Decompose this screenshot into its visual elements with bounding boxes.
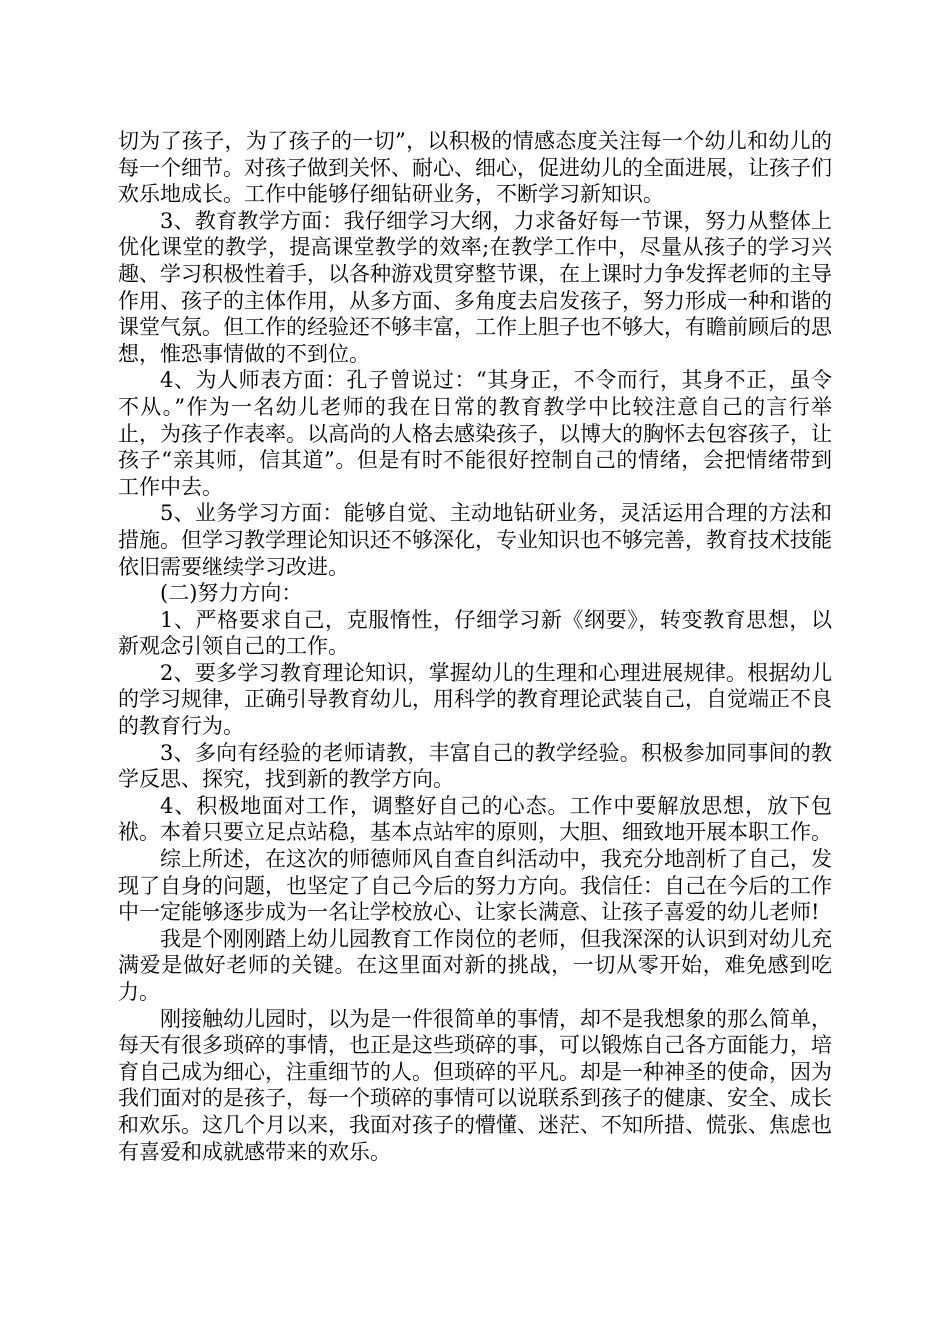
paragraph-1: 切为了孩子，为了孩子的一切”，以积极的情感态度关注每一个幼儿和幼儿的每一个细节。对孩子做到关怀、耐心、细心，促进幼儿的全面进展，让孩子们欢乐地成长。工作中能够仔细钻研业务，不断学习新知识。: [118, 129, 832, 207]
paragraph-11: 我是个刚刚踏上幼儿园教育工作岗位的老师，但我深深的认识到对幼儿充满爱是做好老师的关键。在这里面对新的挑战，一切从零开始，难免感到吃力。: [118, 926, 832, 1004]
paragraph-6: 1、严格要求自己，克服惰性，仔细学习新《纲要》，转变教育思想，以新观念引领自己的工作。: [118, 607, 832, 659]
paragraph-2: 3、教育教学方面：我仔细学习大纲，力求备好每一节课，努力从整体上优化课堂的教学，提高课堂教学的效率;在教学工作中，尽量从孩子的学习兴趣、学习积极性着手，以各种游戏贯穿整节课，在上课时力争发挥老师的主导作用、孩子的主体作用，从多方面、多角度去启发孩子，努力形成一种和谐的课堂气氛。但工作的经验还不够丰富，工作上胆子也不够大，有瞻前顾后的思想，惟恐事情做的不到位。: [118, 208, 832, 366]
document-page: [118, 128, 832, 1165]
paragraph-8: 3、多向有经验的老师请教，丰富自己的教学经验。积极参加同事间的教学反思、探究，找到新的教学方向。: [118, 740, 832, 792]
paragraph-7: 2、要多学习教育理论知识，掌握幼儿的生理和心理进展规律。根据幼儿的学习规律，正确引导教育幼儿，用科学的教育理论武装自己，自觉端正不良的教育行为。: [118, 660, 832, 739]
paragraph-4: 5、业务学习方面：能够自觉、主动地钻研业务，灵活运用合理的方法和措施。但学习教学理论知识还不够深化，专业知识也不够完善，教育技术技能依旧需要继续学习改进。: [118, 501, 832, 579]
paragraph-10: 综上所述，在这次的师德师风自查自纠活动中，我充分地剖析了自己，发现了自身的问题，也坚定了自己今后的努力方向。我信任：自己在今后的工作中一定能够逐步成为一名让学校放心、让家长满意、让孩子喜爱的幼儿老师!: [118, 847, 832, 925]
paragraph-3: 4、为人师表方面：孔子曾说过：“其身正，不令而行，其身不正，虽令不从。”作为一名幼儿老师的我在日常的教育教学中比较注意自己的言行举止，为孩子作表率。以高尚的人格去感染孩子，以博大的胸怀去包容孩子，让孩子“亲其师，信其道”。但是有时不能很好控制自己的情绪，会把情绪带到工作中去。: [118, 368, 832, 499]
paragraph-9: 4、积极地面对工作，调整好自己的心态。工作中要解放思想，放下包袱。本着只要立足点站稳，基本点站牢的原则，大胆、细致地开展本职工作。: [118, 793, 832, 845]
paragraph-12: 刚接触幼儿园时，以为是一件很简单的事情，却不是我想象的那么简单，每天有很多琐碎的事情，也正是这些琐碎的事，可以锻炼自己各方面能力，培育自己成为细心，注重细节的人。但琐碎的平凡。却是一种神圣的使命，因为我们面对的是孩子，每一个琐碎的事情可以说联系到孩子的健康、安全、成长和欢乐。这几个月以来，我面对孩子的懵懂、迷茫、不知所措、慌张、焦虑也有喜爱和成就感带来的欢乐。: [118, 1006, 832, 1164]
section-heading: (二)努力方向：: [160, 581, 303, 606]
